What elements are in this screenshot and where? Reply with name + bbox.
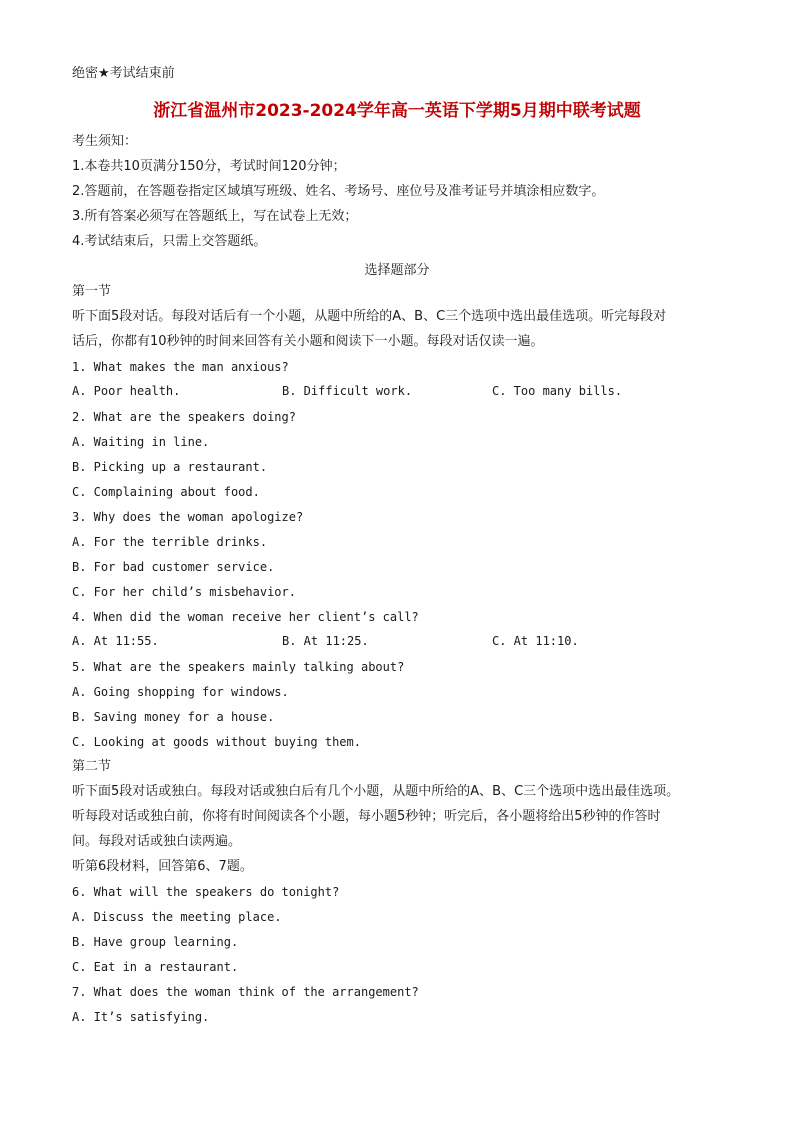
question-stem: 5. What are the speakers mainly talking about? [72,660,405,674]
option-c: C. At 11:10. [492,634,579,648]
option-a: A. At 11:55. [72,634,159,648]
question-stem: 7. What does the woman think of the arrangement? [72,985,419,999]
option-c: C. For her child’s misbehavior. [72,585,296,599]
section-part-title: 选择题部分 [364,263,430,278]
option-b: B. At 11:25. [282,634,369,648]
note-item: 2.答题前，在答题卷指定区域填写班级、姓名、考场号、座位号及准考证号并填涂相应数字。 [72,184,605,199]
confidential-label: 绝密★考试结束前 [72,66,175,81]
option-c: C. Too many bills. [492,384,623,398]
option-a: A. Going shopping for windows. [72,685,289,699]
section1-instruction: 话后，你都有10秒钟的时间来回答有关小题和阅读下一小题。每段对话仅读一遍。 [72,334,544,349]
option-c: C. Looking at goods without buying them. [72,735,361,749]
option-c: C. Eat in a restaurant. [72,960,239,974]
section2-instruction: 间。每段对话或独白读两遍。 [72,834,242,849]
option-a: A. It’s satisfying. [72,1010,210,1024]
option-b: B. Saving money for a house. [72,710,275,724]
notes-heading: 考生须知： [72,134,138,149]
option-a: A. Discuss the meeting place. [72,910,282,924]
question-stem: 4. When did the woman receive her client’s call? [72,610,419,624]
option-a: A. Waiting in line. [72,435,210,449]
section2-instruction: 听每段对话或独白前，你将有时间阅读各个小题，每小题5秒钟；听完后，各小题将给出5秒钟的作答时 [72,809,661,824]
note-item: 3.所有答案必须写在答题纸上，写在试卷上无效； [72,209,358,224]
section1-heading: 第一节 [72,284,112,299]
option-b: B. Picking up a restaurant. [72,460,268,474]
question-stem: 6. What will the speakers do tonight? [72,885,340,899]
option-b: B. Have group learning. [72,935,239,949]
question-stem: 1. What makes the man anxious? [72,360,289,374]
option-b: B. Difficult work. [282,384,413,398]
option-c: C. Complaining about food. [72,485,260,499]
note-item: 1.本卷共10页满分150分，考试时间120分钟； [72,159,346,174]
section1-instruction: 听下面5段对话。每段对话后有一个小题，从题中所给的A、B、C三个选项中选出最佳选项。听完每段对 [72,309,667,324]
material-label: 听第6段材料，回答第6、7题。 [72,859,253,874]
section2-instruction: 听下面5段对话或独白。每段对话或独白后有几个小题，从题中所给的A、B、C三个选项中选出最佳选项。 [72,784,680,799]
option-a: A. Poor health. [72,384,181,398]
option-b: B. For bad customer service. [72,560,275,574]
section2-heading: 第二节 [72,759,112,774]
note-item: 4.考试结束后，只需上交答题纸。 [72,234,267,249]
question-stem: 3. Why does the woman apologize? [72,510,304,524]
page-title: 浙江省温州市2023-2024学年高一英语下学期5月期中联考试题 [153,101,641,121]
question-stem: 2. What are the speakers doing? [72,410,296,424]
option-a: A. For the terrible drinks. [72,535,268,549]
